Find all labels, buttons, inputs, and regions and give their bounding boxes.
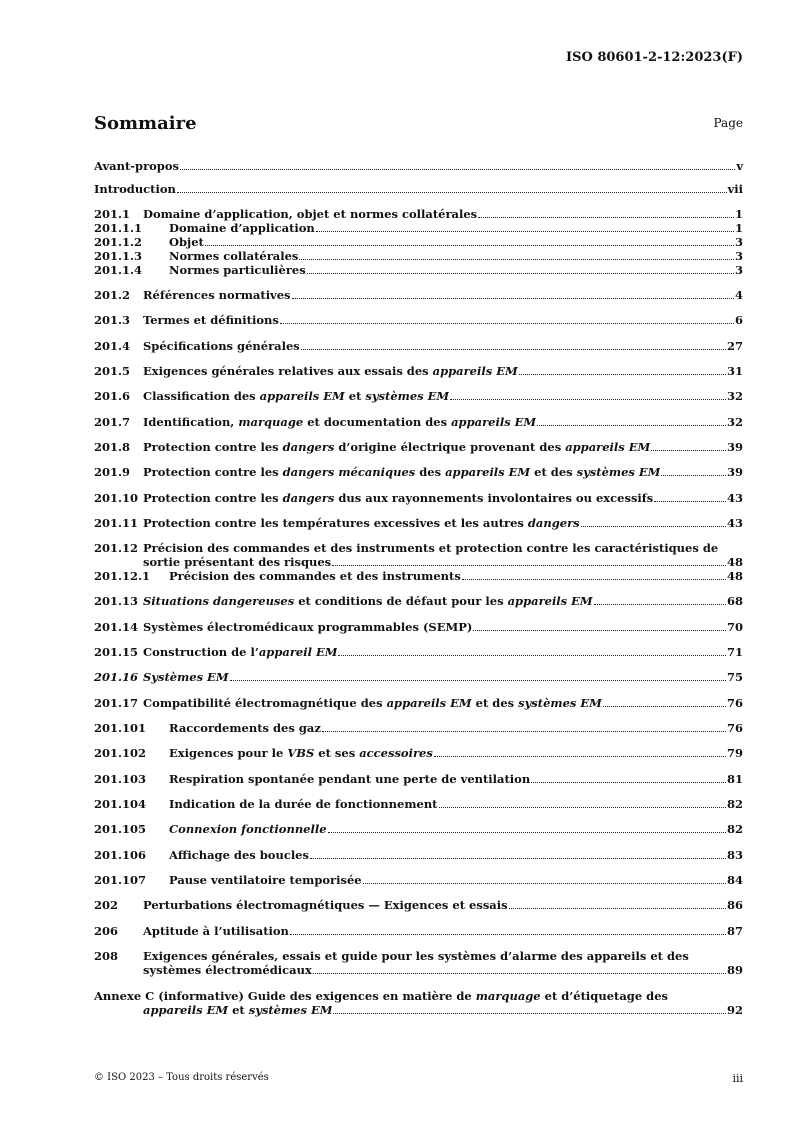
toc-entry-201-8[interactable]: 201.8 Protection contre les dangers d’origine électrique provenant des appareils EM 39 bbox=[94, 440, 743, 454]
toc-entry-201-103[interactable]: 201.103 Respiration spontanée pendant une perte de ventilation 81 bbox=[94, 772, 743, 786]
toc-entry-201-10[interactable]: 201.10 Protection contre les dangers dus aux rayonnements involontaires ou excessifs 43 bbox=[94, 491, 743, 505]
toc-entry-introduction[interactable]: Introduction vii bbox=[94, 182, 743, 196]
toc-entry-201-4[interactable]: 201.4 Spécifications générales 27 bbox=[94, 339, 743, 353]
toc-entry-201-7[interactable]: 201.7 Identification, marquage et documentation des appareils EM 32 bbox=[94, 415, 743, 429]
toc-entry-201-12-line1[interactable]: 201.12 Précision des commandes et des instruments et protection contre les caractéristiques de bbox=[94, 541, 719, 555]
footer-page-number: iii bbox=[732, 1072, 743, 1085]
toc-entry-201-11[interactable]: 201.11 Protection contre les températures excessives et les autres dangers 43 bbox=[94, 516, 743, 530]
toc-entry-201-104[interactable]: 201.104 Indication de la durée de fonctionnement 82 bbox=[94, 797, 743, 811]
toc-entry-201-1-2[interactable]: 201.1.2 Objet 3 bbox=[94, 235, 743, 249]
toc-entry-201-107[interactable]: 201.107 Pause ventilatoire temporisée 84 bbox=[94, 873, 743, 887]
toc-entry-annex-c-line1[interactable]: Annexe C (informative) Guide des exigences en matière de marquage et d’étiquetage des bbox=[94, 989, 668, 1003]
toc-entry-avant-propos[interactable]: Avant-propos v bbox=[94, 159, 743, 173]
toc-entry-201-1[interactable]: 201.1 Domaine d’application, objet et normes collatérales 1 bbox=[94, 207, 743, 221]
toc-entry-201-101[interactable]: 201.101 Raccordements des gaz 76 bbox=[94, 721, 743, 735]
toc-entry-annex-c-line2[interactable]: appareils EM et systèmes EM 92 bbox=[143, 1003, 743, 1017]
toc-entry-201-16[interactable]: 201.16 Systèmes EM 75 bbox=[94, 670, 743, 684]
toc-entry-201-102[interactable]: 201.102 Exigences pour le VBS et ses accessoires 79 bbox=[94, 746, 743, 760]
toc-entry-201-6[interactable]: 201.6 Classification des appareils EM et systèmes EM 32 bbox=[94, 389, 743, 403]
toc-entry-201-5[interactable]: 201.5 Exigences générales relatives aux essais des appareils EM 31 bbox=[94, 364, 743, 378]
toc-entry-201-105[interactable]: 201.105 Connexion fonctionnelle 82 bbox=[94, 822, 743, 836]
toc-entry-201-13[interactable]: 201.13 Situations dangereuses et conditions de défaut pour les appareils EM 68 bbox=[94, 594, 743, 608]
page-column-label: Page bbox=[713, 116, 743, 130]
toc-entry-201-1-4[interactable]: 201.1.4 Normes particulières 3 bbox=[94, 263, 743, 277]
toc-entry-201-2[interactable]: 201.2 Références normatives 4 bbox=[94, 288, 743, 302]
toc-entry-201-1-3[interactable]: 201.1.3 Normes collatérales 3 bbox=[94, 249, 743, 263]
toc-entry-201-17[interactable]: 201.17 Compatibilité électromagnétique des appareils EM et des systèmes EM 76 bbox=[94, 696, 743, 710]
page-title: Sommaire bbox=[94, 113, 197, 134]
toc-entry-202[interactable]: 202 Perturbations électromagnétiques — Exigences et essais 86 bbox=[94, 898, 743, 912]
toc-entry-208-line1[interactable]: 208 Exigences générales, essais et guide pour les systèmes d’alarme des appareils et des bbox=[94, 949, 689, 963]
toc-entry-201-106[interactable]: 201.106 Affichage des boucles 83 bbox=[94, 848, 743, 862]
toc-entry-206[interactable]: 206 Aptitude à l’utilisation 87 bbox=[94, 924, 743, 938]
toc-entry-201-12-line2[interactable]: sortie présentant des risques 48 bbox=[143, 555, 743, 569]
toc-entry-201-14[interactable]: 201.14 Systèmes électromédicaux programmables (SEMP) 70 bbox=[94, 620, 743, 634]
toc-entry-201-3[interactable]: 201.3 Termes et définitions 6 bbox=[94, 313, 743, 327]
toc-entry-201-1-1[interactable]: 201.1.1 Domaine d’application 1 bbox=[94, 221, 743, 235]
toc-entry-201-9[interactable]: 201.9 Protection contre les dangers mécaniques des appareils EM et des systèmes EM 39 bbox=[94, 465, 743, 479]
toc-entry-201-15[interactable]: 201.15 Construction de l’appareil EM 71 bbox=[94, 645, 743, 659]
toc-entry-201-12-1[interactable]: 201.12.1 Précision des commandes et des instruments 48 bbox=[94, 569, 743, 583]
doc-header-id: ISO 80601-2-12:2023(F) bbox=[566, 50, 743, 65]
toc-entry-208-line2[interactable]: systèmes électromédicaux 89 bbox=[143, 963, 743, 977]
footer-copyright: © ISO 2023 – Tous droits réservés bbox=[94, 1072, 269, 1083]
